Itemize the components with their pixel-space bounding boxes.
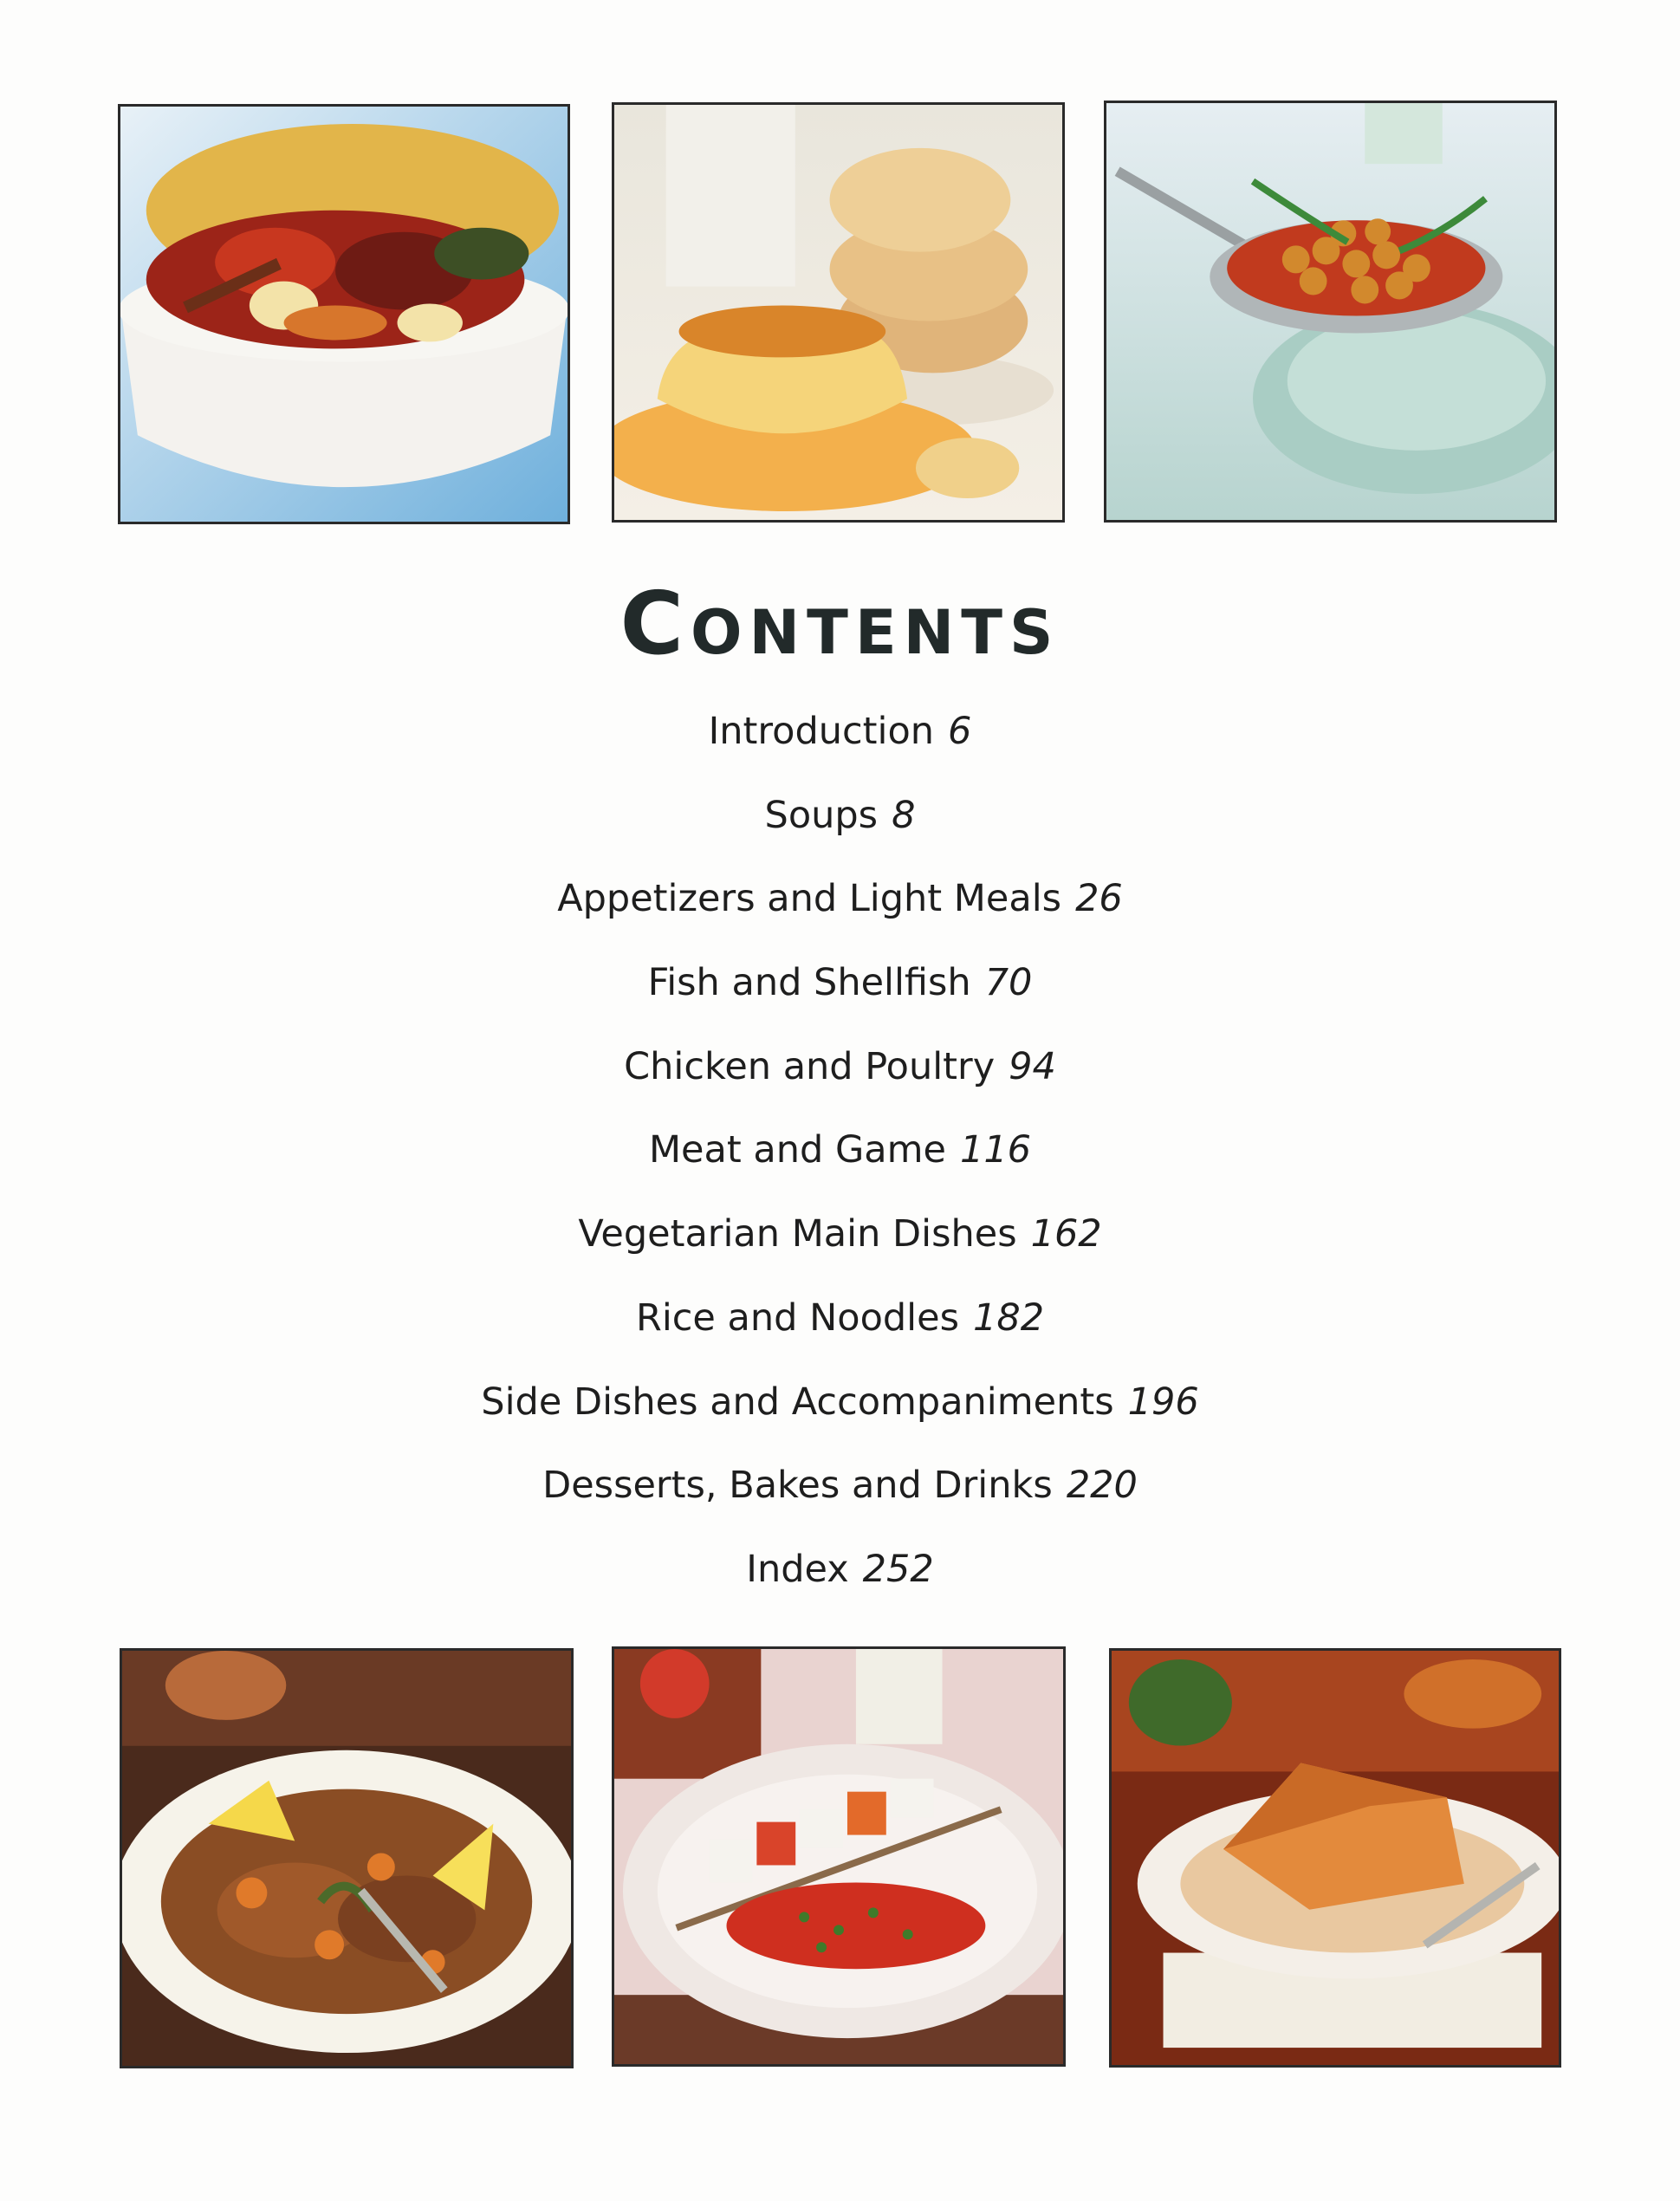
toc-page-number: 182	[972, 1295, 1045, 1340]
photo-couscous-bowl	[118, 104, 570, 524]
toc-page-number: 252	[862, 1547, 934, 1591]
photo-lentil-lemon-plate	[120, 1648, 574, 2068]
toc-item	[0, 1036, 1680, 1120]
toc-item	[0, 1203, 1680, 1287]
flan-and-cookies-icon	[614, 105, 1062, 520]
toc-page-number: 6	[948, 710, 972, 753]
chickpea-spoon-icon	[1106, 103, 1554, 520]
toc-label: Fish and Shellfish	[647, 961, 971, 1005]
toc-label: Appetizers and Light Meals	[557, 877, 1062, 921]
lentil-lemon-plate-icon	[122, 1651, 571, 2066]
toc-page-number: 196	[1127, 1380, 1199, 1424]
cake-slice-icon	[1112, 1651, 1559, 2065]
toc-page-number: 162	[1030, 1212, 1102, 1256]
toc-item	[0, 784, 1680, 868]
toc-page-number: 8	[892, 793, 916, 837]
kebab-plate-icon	[614, 1649, 1063, 2064]
toc-item	[0, 700, 1680, 784]
toc-label: Meat and Game	[648, 1128, 946, 1172]
toc-item	[0, 1538, 1680, 1622]
couscous-bowl-icon	[120, 107, 568, 522]
toc-label: Side Dishes and Accompaniments	[481, 1380, 1114, 1424]
toc-item	[0, 951, 1680, 1036]
toc-page-number: 116	[959, 1128, 1032, 1172]
photo-flan-and-cookies	[612, 102, 1065, 523]
toc-label: Vegetarian Main Dishes	[578, 1212, 1017, 1256]
toc-page-number: 220	[1066, 1464, 1138, 1508]
toc-label: Rice and Noodles	[635, 1295, 959, 1340]
toc-page-number: 26	[1075, 877, 1123, 921]
toc-page-number: 70	[984, 961, 1033, 1005]
photo-cake-slice	[1109, 1648, 1561, 2068]
toc-item	[0, 867, 1680, 951]
table-of-contents	[0, 700, 1680, 1622]
toc-label: Soups	[764, 793, 879, 837]
page-title: Contents	[619, 573, 1061, 674]
toc-item	[0, 1454, 1680, 1538]
toc-item	[0, 1371, 1680, 1455]
toc-label: Desserts, Bakes and Drinks	[542, 1464, 1053, 1508]
toc-item	[0, 1119, 1680, 1203]
toc-page-number: 94	[1009, 1044, 1056, 1088]
photo-kebab-plate	[612, 1646, 1066, 2067]
toc-item	[0, 1287, 1680, 1371]
toc-label: Chicken and Poultry	[624, 1044, 996, 1088]
toc-label: Index	[746, 1547, 849, 1591]
toc-label: Introduction	[708, 710, 935, 753]
photo-chickpea-spoon	[1104, 101, 1557, 523]
